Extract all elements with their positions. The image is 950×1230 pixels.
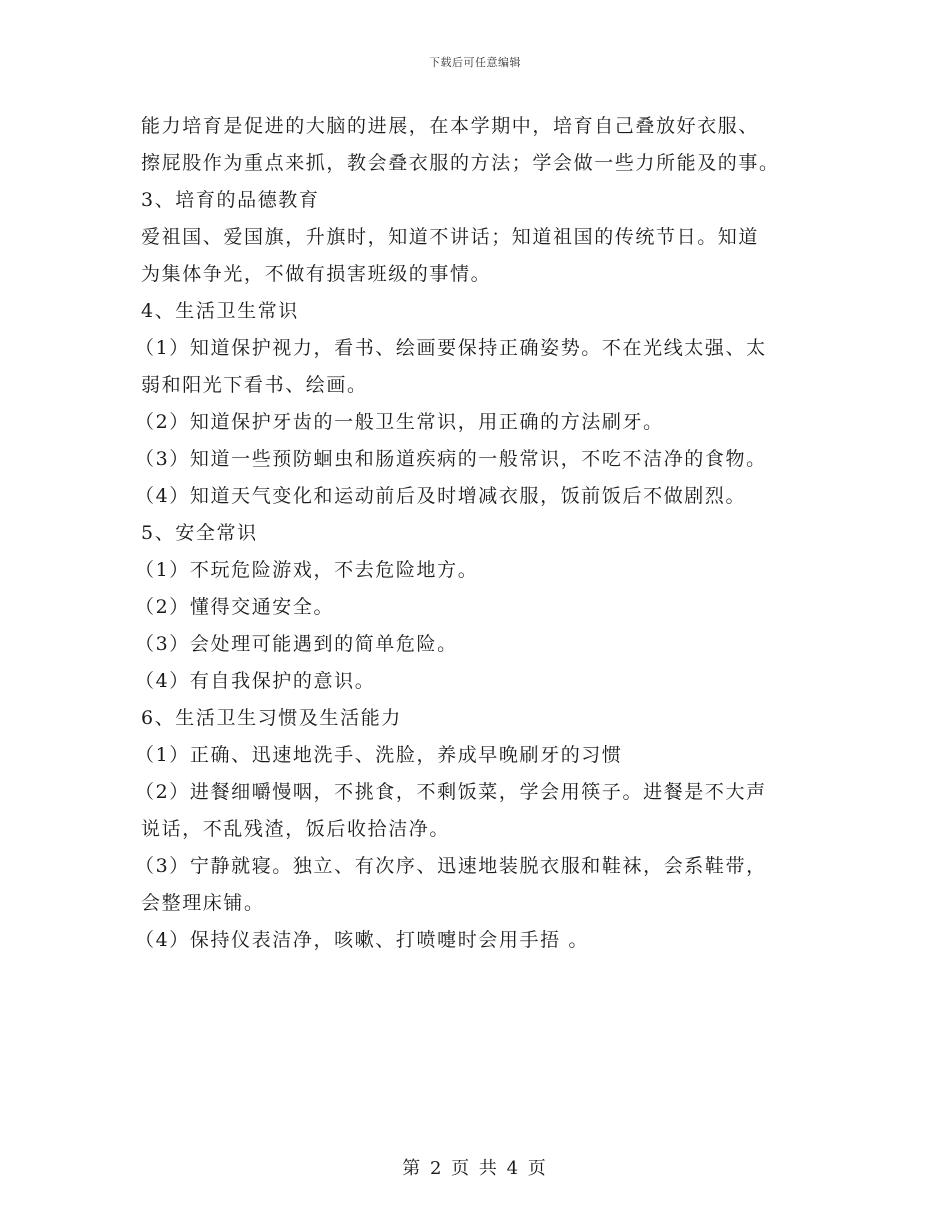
list-item: （1）正确、迅速地洗手、洗脸，养成早晚刷牙的习惯	[135, 744, 623, 766]
list-item: （4）知道天气变化和运动前后及时增减衣服，饭前饭后不做剧烈。	[135, 485, 747, 507]
list-item: （4）有自我保护的意识。	[135, 670, 376, 692]
paragraph-line: 为集体争光，不做有损害班级的事情。	[141, 263, 492, 285]
paragraph-line: 弱和阳光下看书、绘画。	[141, 374, 368, 396]
paragraph-line: 擦屁股作为重点来抓，教会叠衣服的方法；学会做一些力所能及的事。	[141, 152, 780, 174]
section-heading: 6、生活卫生习惯及生活能力	[141, 707, 402, 729]
section-heading: 5、安全常识	[141, 522, 258, 544]
paragraph-line: 会整理床铺。	[141, 892, 265, 914]
paragraph-line: 爱祖国、爱国旗，升旗时，知道不讲话；知道祖国的传统节日。知道	[141, 226, 760, 248]
document-body	[135, 108, 821, 959]
list-item: （1）不玩危险游戏，不去危险地方。	[135, 559, 479, 581]
page-header: 下载后可任意编辑	[429, 56, 521, 69]
paragraph-line: 说话，不乱残渣，饭后收拾洁净。	[141, 818, 451, 840]
list-item: （3）会处理可能遇到的简单危险。	[135, 633, 458, 655]
paragraph-line: 能力培育是促进的大脑的进展，在本学期中，培育自己叠放好衣服、	[141, 115, 760, 137]
section-heading: 3、培育的品德教育	[141, 189, 320, 211]
list-item: （2）进餐细嚼慢咽，不挑食，不剩饭菜，学会用筷子。进餐是不大声	[135, 781, 767, 803]
list-item: （2）知道保护牙齿的一般卫生常识，用正确的方法刷牙。	[135, 411, 664, 433]
list-item: （3）宁静就寝。独立、有次序、迅速地装脱衣服和鞋袜，会系鞋带，	[135, 855, 767, 877]
section-heading: 4、生活卫生常识	[141, 300, 299, 322]
list-item: （2）懂得交通安全。	[135, 596, 335, 618]
page-footer: 第 2 页 共 4 页	[402, 1158, 548, 1179]
list-item: （3）知道一些预防蛔虫和肠道疾病的一般常识，不吃不洁净的食物。	[135, 448, 767, 470]
list-item: （1）知道保护视力，看书、绘画要保持正确姿势。不在光线太强、太	[135, 337, 767, 359]
list-item: （4）保持仪表洁净，咳嗽、打喷嚏时会用手捂 。	[135, 929, 589, 951]
